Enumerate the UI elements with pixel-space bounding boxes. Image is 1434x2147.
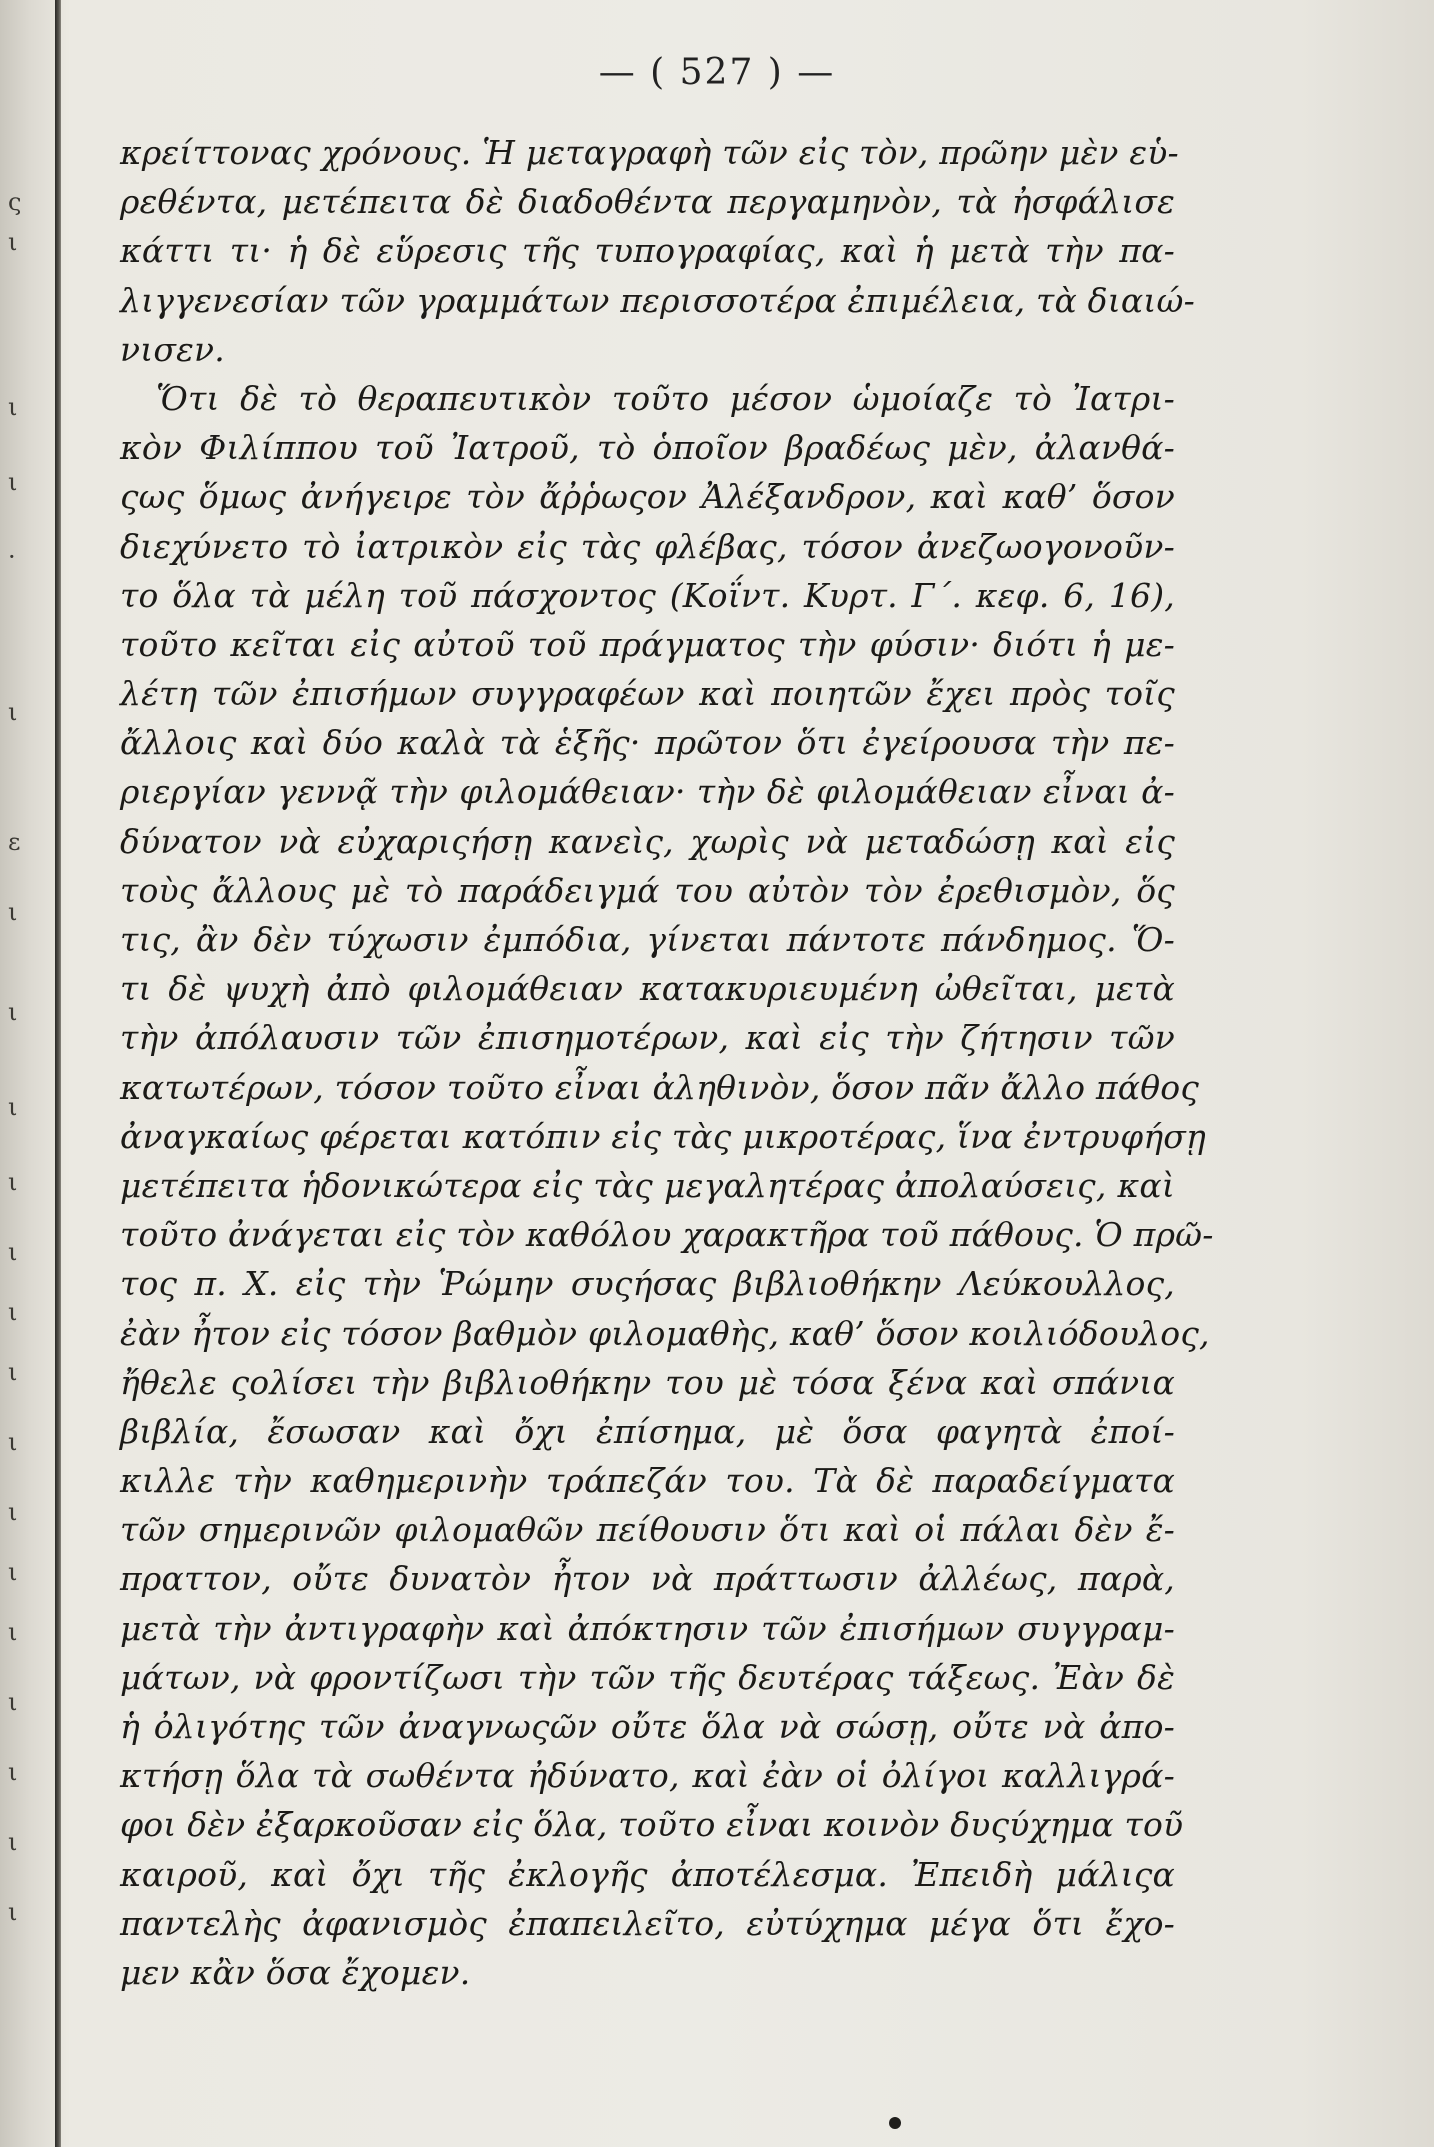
text-line: ἤθελε ςολίσει τὴν βιβλιοθήκην του μὲ τόσα ξένα καὶ σπάνια bbox=[120, 1362, 1175, 1402]
text-line: μεν κἂν ὅσα ἔχομεν. bbox=[120, 1952, 471, 1992]
gutter-mark: ι bbox=[8, 698, 18, 726]
text-line: τοὺς ἄλλους μὲ τὸ παράδειγμά του αὐτὸν τὸν ἐρεθισμὸν, ὅς bbox=[120, 870, 1175, 910]
text-line: τις, ἂν δὲν τύχωσιν ἐμπόδια, γίνεται πάντοτε πάνδημος. Ὅ- bbox=[120, 920, 1175, 959]
text-line: ἄλλοις καὶ δύο καλὰ τὰ ἑξῆς· πρῶτον ὅτι ἐγείρουσα τὴν πε- bbox=[120, 723, 1175, 763]
text-line: λιγγενεσίαν τῶν γραμμάτων περισσοτέρα ἐπιμέλεια, τὰ διαιώ- bbox=[120, 280, 1195, 320]
text-line: ριεργίαν γεννᾷ τὴν φιλομάθειαν· τὴν δὲ φιλομάθειαν εἶναι ἀ- bbox=[120, 772, 1175, 812]
text-line: δύνατον νὰ εὐχαριςήσῃ κανεὶς, χωρὶς νὰ μεταδώσῃ καὶ εἰς bbox=[120, 821, 1175, 861]
gutter-mark: ι bbox=[8, 1168, 18, 1196]
gutter-mark: ι bbox=[8, 1618, 18, 1646]
text-line: μετέπειτα ἡδονικώτερα εἰς τὰς μεγαλητέρας ἀπολαύσεις, καὶ bbox=[120, 1165, 1175, 1205]
gutter-mark: ι bbox=[8, 1298, 18, 1326]
gutter-marks bbox=[0, 0, 50, 2147]
text-line: κὸν Φιλίππου τοῦ Ἰατροῦ, τὸ ὁποῖον βραδέως μὲν, ἀλανθά- bbox=[120, 428, 1175, 468]
text-line: λέτη τῶν ἐπισήμων συγγραφέων καὶ ποιητῶν ἔχει πρὸς τοῖς bbox=[120, 674, 1175, 714]
gutter-mark: ι bbox=[8, 1558, 18, 1586]
gutter-mark: ι bbox=[8, 1093, 18, 1121]
text-line: νισεν. bbox=[120, 329, 225, 369]
text-line: ἀναγκαίως φέρεται κατόπιν εἰς τὰς μικροτέρας, ἵνα ἐντρυφήσῃ bbox=[120, 1116, 1206, 1156]
text-line: κατωτέρων, τόσον τοῦτο εἶναι ἀληθινὸν, ὅσον πᾶν ἄλλο πάθος bbox=[120, 1067, 1200, 1107]
text-line: ἐὰν ἦτον εἰς τόσον βαθμὸν φιλομαθὴς, καθ’ ὅσον κοιλιόδουλος, bbox=[120, 1313, 1210, 1353]
text-line: τοῦτο ἀνάγεται εἰς τὸν καθόλου χαρακτῆρα τοῦ πάθους. Ὁ πρῶ- bbox=[120, 1215, 1214, 1255]
gutter-mark: ε bbox=[8, 828, 21, 856]
text-line: το ὅλα τὰ μέλη τοῦ πάσχοντος (Κοΐντ. Κυρτ. Γ΄. κεφ. 6, 16), bbox=[120, 575, 1175, 615]
gutter-mark: ι bbox=[8, 1428, 18, 1456]
text-line: καιροῦ, καὶ ὄχι τῆς ἐκλογῆς ἀποτέλεσμα. Ἐπειδὴ μάλιςα bbox=[120, 1854, 1175, 1894]
gutter-mark: ι bbox=[8, 998, 18, 1026]
text-line: τος π. Χ. εἰς τὴν Ῥώμην συςήσας βιβλιοθήκην Λεύκουλλος, bbox=[120, 1264, 1175, 1304]
gutter-mark: ι bbox=[8, 228, 18, 256]
text-line: παντελὴς ἀφανισμὸς ἐπαπειλεῖτο, εὐτύχημα μέγα ὅτι ἔχο- bbox=[120, 1903, 1175, 1943]
text-line: μετὰ τὴν ἀντιγραφὴν καὶ ἀπόκτησιν τῶν ἐπισήμων συγγραμ- bbox=[120, 1608, 1175, 1648]
text-line: κρείττονας χρόνους. Ἡ μεταγραφὴ τῶν εἰς τὸν, πρῶην μὲν εὑ- bbox=[120, 133, 1179, 172]
text-line: μάτων, νὰ φροντίζωσι τὴν τῶν τῆς δευτέρας τάξεως. Ἐὰν δὲ bbox=[120, 1657, 1175, 1697]
gutter-mark: · bbox=[8, 543, 16, 571]
text-line: διεχύνετο τὸ ἰατρικὸν εἰς τὰς φλέβας, τόσον ἀνεζωογονοῦν- bbox=[120, 526, 1175, 566]
gutter-mark: ι bbox=[8, 1498, 18, 1526]
gutter-mark: ι bbox=[8, 468, 18, 496]
text-line: ρεθέντα, μετέπειτα δὲ διαδοθέντα περγαμηνὸν, τὰ ἠσφάλισε bbox=[120, 182, 1175, 222]
gutter-mark: ι bbox=[8, 1358, 18, 1386]
gutter-mark: ι bbox=[8, 1238, 18, 1266]
text-line: τὴν ἀπόλαυσιν τῶν ἐπισημοτέρων, καὶ εἰς τὴν ζήτησιν τῶν bbox=[120, 1018, 1175, 1058]
gutter-mark: ς bbox=[8, 188, 22, 216]
gutter-mark: ι bbox=[8, 1898, 18, 1926]
text-line: κάττι τι· ἡ δὲ εὕρεσις τῆς τυπογραφίας, καὶ ἡ μετὰ τὴν πα- bbox=[120, 231, 1175, 271]
text-line: τι δὲ ψυχὴ ἀπὸ φιλομάθειαν κατακυριευμένη ὠθεῖται, μετὰ bbox=[120, 969, 1175, 1009]
text-line: τῶν σημερινῶν φιλομαθῶν πείθουσιν ὅτι καὶ οἱ πάλαι δὲν ἔ- bbox=[120, 1510, 1175, 1550]
text-line: τοῦτο κεῖται εἰς αὐτοῦ τοῦ πράγματος τὴν φύσιν· διότι ἡ με- bbox=[120, 624, 1175, 664]
text-line: πραττον, οὔτε δυνατὸν ἦτον νὰ πράττωσιν ἀλλέως, παρὰ, bbox=[120, 1559, 1175, 1599]
gutter-mark: ι bbox=[8, 1688, 18, 1716]
text-line: ςως ὅμως ἀνήγειρε τὸν ἄῤῥωςον Ἀλέξανδρον, καὶ καθ’ ὅσον bbox=[120, 477, 1175, 517]
gutter-mark: ι bbox=[8, 393, 18, 421]
text-line: βιβλία, ἔσωσαν καὶ ὄχι ἐπίσημα, μὲ ὅσα φαγητὰ ἐποί- bbox=[120, 1411, 1175, 1451]
page-header: — ( 527 ) — bbox=[598, 52, 836, 93]
ink-dot bbox=[889, 2117, 901, 2129]
text-line: φοι δὲν ἐξαρκοῦσαν εἰς ὅλα, τοῦτο εἶναι κοινὸν δυςύχημα τοῦ bbox=[120, 1805, 1184, 1845]
gutter-mark: ι bbox=[8, 1758, 18, 1786]
binding-edge bbox=[55, 0, 61, 2147]
text-line: ἡ ὀλιγότης τῶν ἀναγνωςῶν οὔτε ὅλα νὰ σώσῃ, οὔτε νὰ ἀπο- bbox=[120, 1707, 1175, 1746]
body-text bbox=[120, 128, 1214, 1997]
text-line: κτήσῃ ὅλα τὰ σωθέντα ἠδύνατο, καὶ ἐὰν οἱ ὀλίγοι καλλιγρά- bbox=[120, 1756, 1175, 1796]
gutter-mark: ι bbox=[8, 898, 18, 926]
text-line: Ὅτι δὲ τὸ θεραπευτικὸν τοῦτο μέσον ὡμοίαζε τὸ Ἰατρι- bbox=[156, 378, 1175, 418]
text-line: κιλλε τὴν καθημερινὴν τράπεζάν του. Τὰ δὲ παραδείγματα bbox=[120, 1461, 1175, 1501]
gutter-mark: ι bbox=[8, 1828, 18, 1856]
